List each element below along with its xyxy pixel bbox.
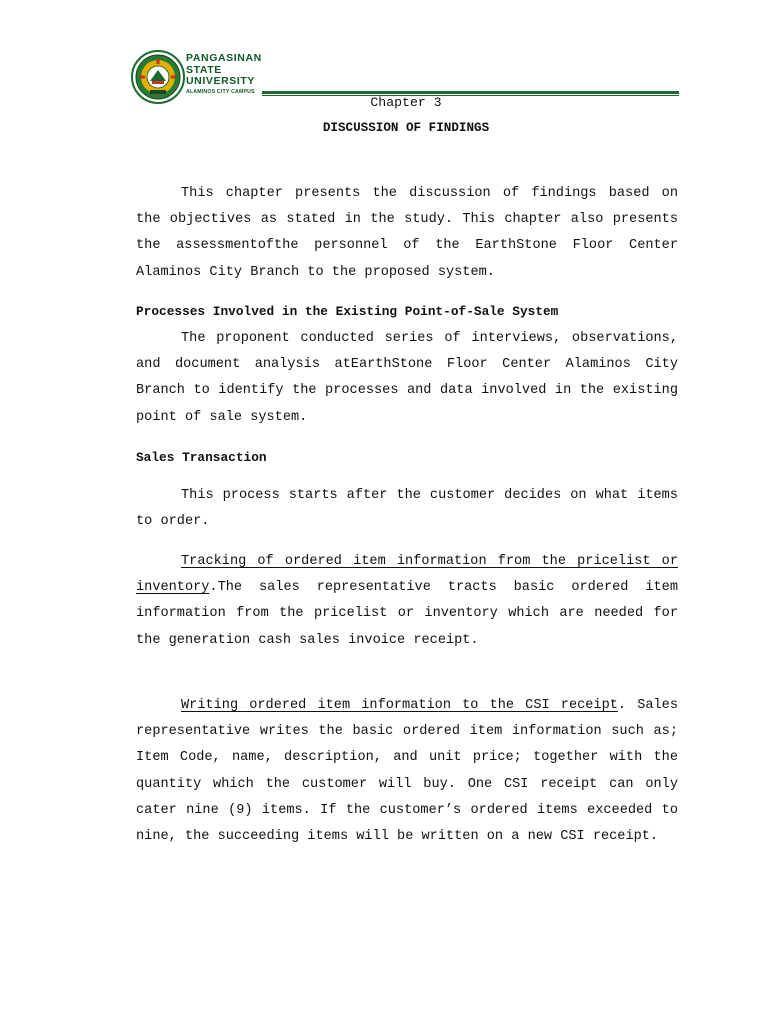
writing-paragraph	[136, 693, 678, 850]
campus-name: ALAMINOS CITY CAMPUS	[186, 88, 255, 95]
header-rule-thick	[262, 91, 679, 94]
section-paragraph-sales-transaction: This process starts after the customer decides on what items to order.	[136, 488, 678, 530]
university-name-line2: STATE	[186, 63, 222, 76]
section-heading-sales-transaction: Sales Transaction	[136, 450, 267, 465]
section-paragraph-existing-pos: The proponent conducted series of interviews, observations, and document analysis atEarthStone Floor Center Alaminos City Branch to identify the processes and data involved in the existing point of sale system.	[136, 331, 678, 425]
university-wordmark	[186, 53, 262, 96]
university-name-line3: UNIVERSITY	[186, 75, 256, 87]
tracking-item-text: .The sales representative tracts basic ordered item information from the pricelist or inventory which are needed for the generation cash sales invoice receipt.	[136, 580, 678, 648]
section-heading-existing-pos: Processes Involved in the Existing Point-of-Sale System	[136, 304, 559, 319]
chapter-label: Chapter 3	[370, 95, 442, 110]
intro-paragraph: This chapter presents the discussion of findings based on the objectives as stated in the study. This chapter also presents the assessmentofthe personnel of the EarthStone Floor Center Alaminos City Branch to the proposed system.	[136, 186, 678, 280]
chapter-title: DISCUSSION OF FINDINGS	[322, 121, 490, 135]
university-name-line1: PANGASINAN	[186, 52, 262, 64]
tracking-paragraph	[136, 549, 678, 654]
tracking-item-title: Tracking of ordered item information from the pricelist or inventory	[136, 554, 678, 596]
writing-item-title: Writing ordered item information to the CSI receipt	[181, 698, 618, 713]
writing-item-text: . Sales representative writes the basic ordered item information such as; Item Code, name, description, and unit price; together with the quantity which the customer will buy. One CSI receipt can only cater nine (9) items. If the customer’s ordered items exceeded to nine, the succeeding items will be written on a new CSI receipt.	[136, 698, 678, 845]
